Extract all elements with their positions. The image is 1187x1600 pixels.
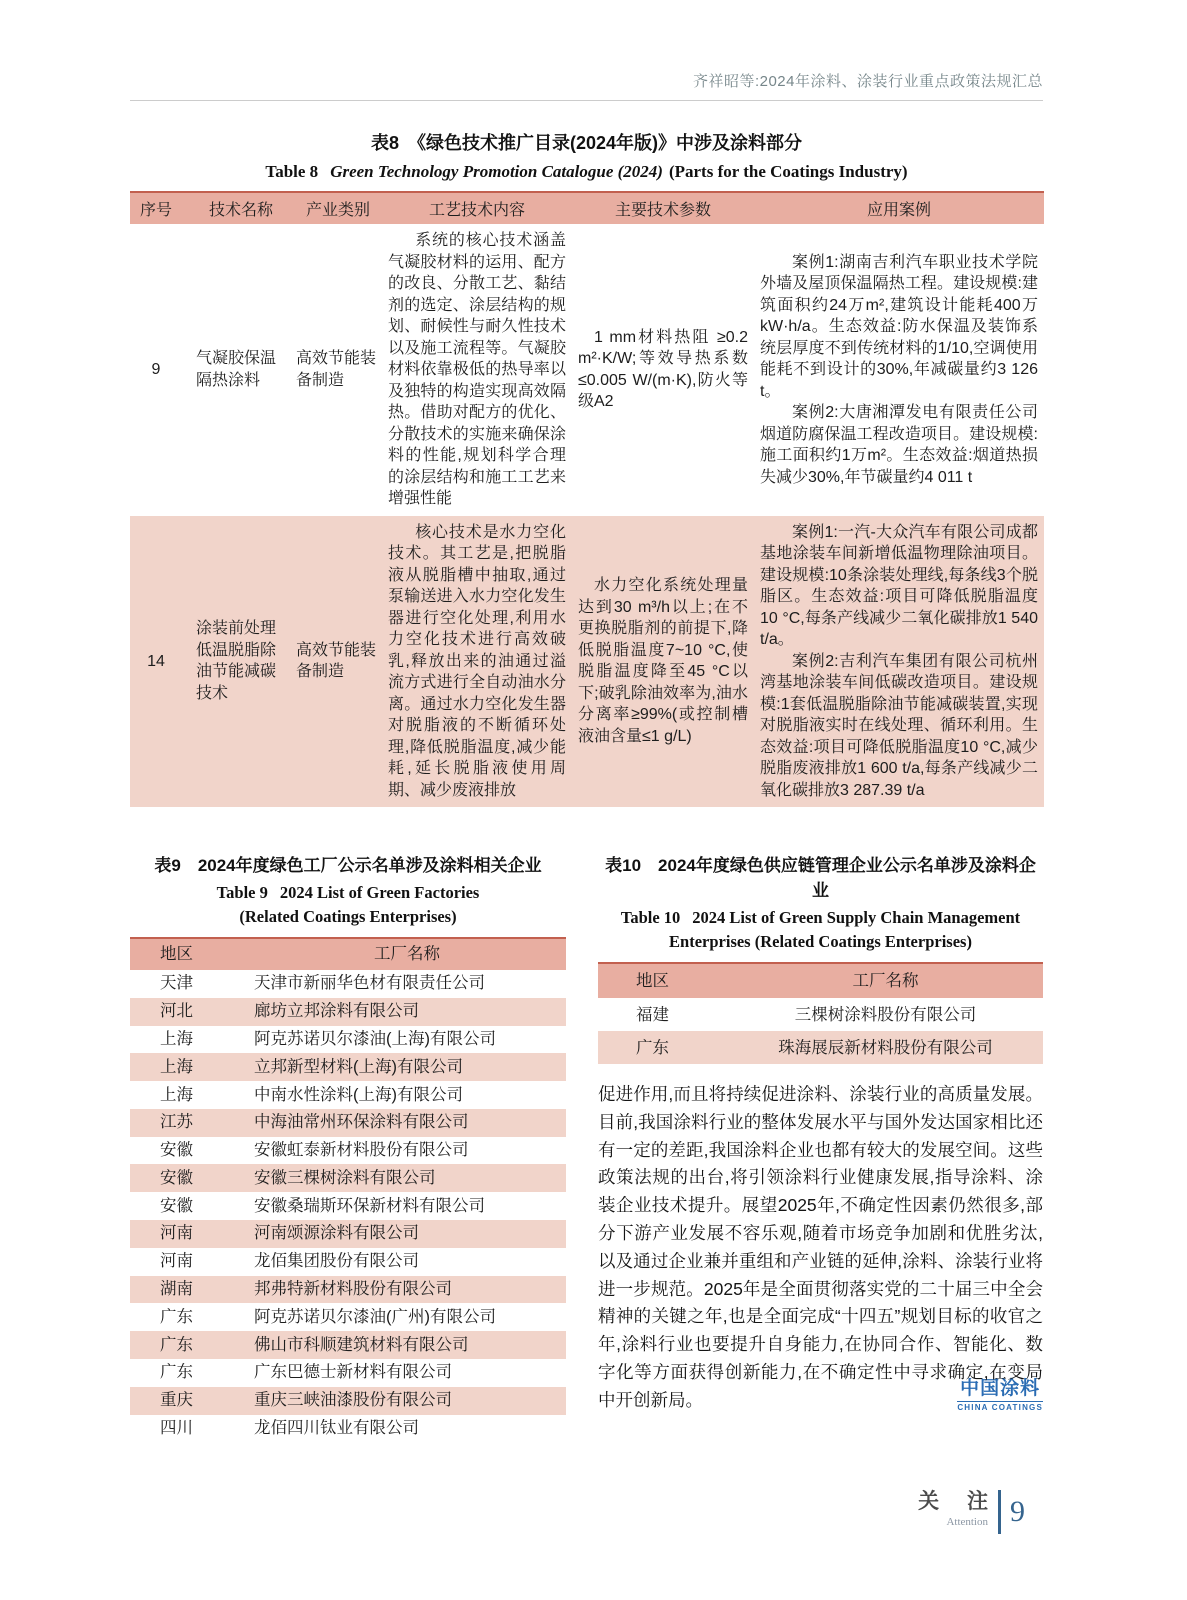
table9-title-en (130, 881, 566, 905)
table-row (130, 1192, 566, 1220)
col-header-params: 主要技术参数 (572, 192, 754, 224)
page-footer (918, 1490, 1025, 1534)
table-header-row (598, 963, 1043, 998)
factory-cell: 立邦新型材料(上海)有限公司 (254, 1057, 463, 1076)
table-row (598, 1031, 1043, 1064)
table9-section (130, 853, 566, 1442)
region-cell: 广东 (636, 1038, 669, 1057)
factory-cell: 安徽三棵树涂料有限公司 (254, 1168, 436, 1187)
table-row (130, 1026, 566, 1054)
process-text: 核心技术是水力空化技术。其工艺是,把脱脂液从脱脂槽中抽取,通过泵输送进入水力空化发生器进行空化处理,利用水力空化技术进行高效破乳,释放出来的油通过溢流方式进行全自动油水分离。通过水力空化发生器对脱脂液的不断循环处理,降低脱脂温度,减少能耗,延长脱脂液使用周期、减少废液排放 (388, 523, 566, 799)
region-cell: 上海 (160, 1057, 193, 1076)
table-row (130, 1109, 566, 1137)
table9-title-en-line2: (Related Coatings Enterprises) (239, 907, 457, 926)
params-text: 水力空化系统处理量达到30 m³/h以上;在不更换脱脂剂的前提下,降低脱脂温度7~10 °C,使脱脂温度降至45 °C以下;破乳除油效率为,油水分离率≥99%(或控制槽液油含量≤1 g/L) (578, 577, 748, 745)
table10-title-en-label: Table 10 (620, 908, 681, 927)
col-header-factory: 工厂名称 (728, 963, 1043, 998)
case-text: 案例2:吉利汽车集团有限公司杭州湾基地涂装车间低碳改造项目。建设规模:1套低温脱脂除油节能减碳装置,实现对脱脂液实时在线处理、循环利用。生态效益:项目可降低脱脂温度10 °C,减少脱脂废液排放1 600 t/a,每条产线减少二氧化碳排放3 287.39 t/a (760, 652, 1038, 799)
table9-title-cn: 表9 2024年度绿色工厂公示名单涉及涂料相关企业 (154, 856, 542, 875)
factory-cell: 廊坊立邦涂料有限公司 (254, 1002, 419, 1021)
col-header-factory: 工厂名称 (248, 938, 566, 970)
table-row (130, 1081, 566, 1109)
table-row (130, 1053, 566, 1081)
no-cell: 9 (151, 361, 161, 378)
table8 (130, 191, 1044, 807)
cases-cell (754, 516, 1044, 808)
factory-cell: 广东巴德士新材料有限公司 (254, 1363, 452, 1382)
table9-title-en-line1: 2024 List of Green Factories (279, 883, 480, 902)
body-paragraph: 促进作用,而且将持续促进涂料、涂装行业的高质量发展。目前,我国涂料行业的整体发展水平与国外发达国家相比还有一定的差距,我国涂料企业也都有较大的发展空间。这些政策法规的出台,将引领涂料行业健康发展,指导涂料、涂装企业技术提升。展望2025年,不确定性因素仍然很多,部分下游产业发展不容乐观,随着市场竞争加剧和优胜劣汰,以及通过企业兼并重组和产业链的延伸,涂料、涂装行业将进一步规范。2025年是全面贯彻落实党的二十届三中全会精神的关键之年,也是全面完成“十四五”规划目标的收官之年,涂料行业也要提升自身能力,在协同合作、智能化、数字化等方面获得创新能力,在不确定性中寻求确定,在变局中开创新局。 (598, 1084, 1043, 1410)
table8-title-en-italic: Green Technology Promotion Catalogue (2024) (330, 162, 663, 181)
col-header-category: 产业类别 (288, 192, 382, 224)
region-cell: 福建 (636, 1005, 669, 1024)
region-cell: 广东 (160, 1335, 193, 1354)
region-cell: 上海 (160, 1085, 193, 1104)
logo-cn-text: 中国涂料 (960, 1377, 1041, 1399)
case-text: 案例1:湖南吉利汽车职业技术学院外墙及屋顶保温隔热工程。建设规模:建筑面积约24万m²,建筑设计能耗400万kW·h/a。生态效益:防水保温及装饰系统层厚度不到传统材料的1/10,空调使用能耗不到设计的30%,年减碳量约3 126 t。 (760, 253, 1038, 400)
name-cell: 气凝胶保温隔热涂料 (196, 350, 277, 389)
logo-en-text: CHINA COATINGS (957, 1402, 1043, 1412)
table-row (130, 1248, 566, 1276)
table10-title-en (598, 906, 1043, 954)
region-cell: 安徽 (160, 1168, 193, 1187)
table-row (130, 1359, 566, 1387)
region-cell: 湖南 (160, 1279, 193, 1298)
table-row (130, 1220, 566, 1248)
table8-section (130, 129, 1043, 807)
params-cell (572, 224, 754, 516)
table8-title-cn: 表8 《绿色技术推广目录(2024年版)》中涉及涂料部分 (370, 133, 803, 153)
footer-section-label (918, 1490, 998, 1534)
table9 (130, 937, 566, 1442)
factory-cell: 中海油常州环保涂料有限公司 (254, 1113, 469, 1132)
region-cell: 四川 (160, 1418, 193, 1437)
category-cell: 高效节能装备制造 (296, 350, 377, 389)
factory-cell: 安徽虹泰新材料股份有限公司 (254, 1141, 469, 1160)
table-row (130, 998, 566, 1026)
factory-cell: 龙佰集团股份有限公司 (254, 1252, 419, 1271)
col-header-region: 地区 (598, 963, 728, 998)
table9-header (130, 938, 566, 970)
table10-body (598, 998, 1043, 1064)
factory-cell: 邦弗特新材料股份有限公司 (254, 1279, 452, 1298)
factory-cell: 河南颂源涂料有限公司 (254, 1224, 419, 1243)
region-cell: 广东 (160, 1307, 193, 1326)
factory-cell: 龙佰四川钛业有限公司 (254, 1418, 419, 1437)
region-cell: 安徽 (160, 1141, 193, 1160)
factory-cell: 佛山市科顺建筑材料有限公司 (254, 1335, 469, 1354)
table-row (130, 1387, 566, 1415)
table-row (130, 1331, 566, 1359)
table8-body (130, 224, 1044, 807)
table-header-row (130, 192, 1044, 224)
table-row (130, 1164, 566, 1192)
table10-title-en-text: 2024 List of Green Supply Chain Management Enterprises (Related Coatings Enterprises) (669, 908, 1021, 951)
region-cell: 上海 (160, 1029, 193, 1048)
table-row (130, 224, 1044, 516)
header-rule (130, 100, 1043, 101)
table10-and-text-section (598, 853, 1043, 1442)
table10-header (598, 963, 1043, 998)
table-row (130, 516, 1044, 808)
table8-title-en-rest: (Parts for the Coatings Industry) (668, 162, 908, 181)
table9-title-en-label: Table 9 (216, 883, 268, 902)
factory-cell: 中南水性涂料(上海)有限公司 (254, 1085, 463, 1104)
factory-cell: 安徽桑瑞斯环保新材料有限公司 (254, 1196, 485, 1215)
process-text: 系统的核心技术涵盖气凝胶材料的运用、配方的改良、分散工艺、黏结剂的选定、涂层结构的规划、耐候性与耐久性技术以及施工流程等。气凝胶材料依靠极低的热导率以及独特的构造实现高效隔热。借助对配方的优化、分散技术的实施来确保涂料的性能,规划科学合理的涂层结构和施工工艺来增强性能 (388, 232, 566, 507)
lower-columns (130, 853, 1043, 1442)
table10-title-cn: 表10 2024年度绿色供应链管理企业公示名单涉及涂料企业 (605, 856, 1036, 900)
col-header-name: 技术名称 (182, 192, 288, 224)
no-cell: 14 (147, 652, 165, 670)
page-number: 9 (1010, 1495, 1025, 1528)
process-cell (382, 224, 572, 516)
table8-header (130, 192, 1044, 224)
region-cell: 河南 (160, 1224, 193, 1243)
footer-section-en: Attention (946, 1516, 988, 1528)
region-cell: 广东 (160, 1363, 193, 1382)
factory-cell: 三棵树涂料股份有限公司 (794, 1005, 977, 1024)
region-cell: 江苏 (160, 1113, 193, 1132)
cases-cell (754, 224, 1044, 516)
params-cell (572, 516, 754, 808)
table-row (130, 970, 566, 998)
col-header-no: 序号 (130, 192, 182, 224)
factory-cell: 阿克苏诺贝尔漆油(上海)有限公司 (254, 1029, 496, 1048)
name-cell: 涂装前处理低温脱脂除油节能减碳技术 (196, 620, 277, 702)
col-header-region: 地区 (130, 938, 248, 970)
table-row (130, 1303, 566, 1331)
running-head-text: 齐祥昭等:2024年涂料、涂装行业重点政策法规汇总 (692, 73, 1043, 90)
table-row (130, 1137, 566, 1165)
factory-cell: 重庆三峡油漆股份有限公司 (254, 1391, 452, 1410)
region-cell: 重庆 (160, 1391, 193, 1410)
table-header-row (130, 938, 566, 970)
table-row (130, 1415, 566, 1443)
table-row (130, 1276, 566, 1304)
running-head (130, 70, 1043, 91)
table8-title-en-label: Table 8 (265, 162, 319, 181)
factory-cell: 天津市新丽华色材有限责任公司 (254, 974, 485, 993)
table-row (598, 998, 1043, 1031)
factory-cell: 阿克苏诺贝尔漆油(广州)有限公司 (254, 1307, 496, 1326)
col-header-cases: 应用案例 (754, 192, 1044, 224)
params-text: 1 mm材料热阻 ≥0.2 m²·K/W;等效导热系数≤0.005 W/(m·K),防火等级A2 (578, 328, 748, 411)
region-cell: 安徽 (160, 1196, 193, 1215)
region-cell: 河南 (160, 1252, 193, 1271)
table8-title-en (130, 162, 1043, 182)
region-cell: 天津 (160, 974, 193, 993)
region-cell: 河北 (160, 1002, 193, 1021)
col-header-process: 工艺技术内容 (382, 192, 572, 224)
process-cell (382, 516, 572, 808)
footer-section-cn: 关 注 (918, 1490, 988, 1513)
table9-body (130, 970, 566, 1442)
factory-cell: 珠海展辰新材料股份有限公司 (778, 1038, 993, 1057)
case-text: 案例2:大唐湘潭发电有限责任公司烟道防腐保温工程改造项目。建设规模:施工面积约1万m²。生态效益:烟道热损失减少30%,年节碳量约4 011 t (760, 404, 1038, 486)
category-cell: 高效节能装备制造 (296, 641, 377, 681)
case-text: 案例1:一汽-大众汽车有限公司成都基地涂装车间新增低温物理除油项目。建设规模:10条涂装处理线,每条线3个脱脂区。生态效益:项目可降低脱脂温度10 °C,每条产线减少二氧化碳排放1 540 t/a。 (760, 523, 1038, 648)
table10 (598, 962, 1043, 1064)
